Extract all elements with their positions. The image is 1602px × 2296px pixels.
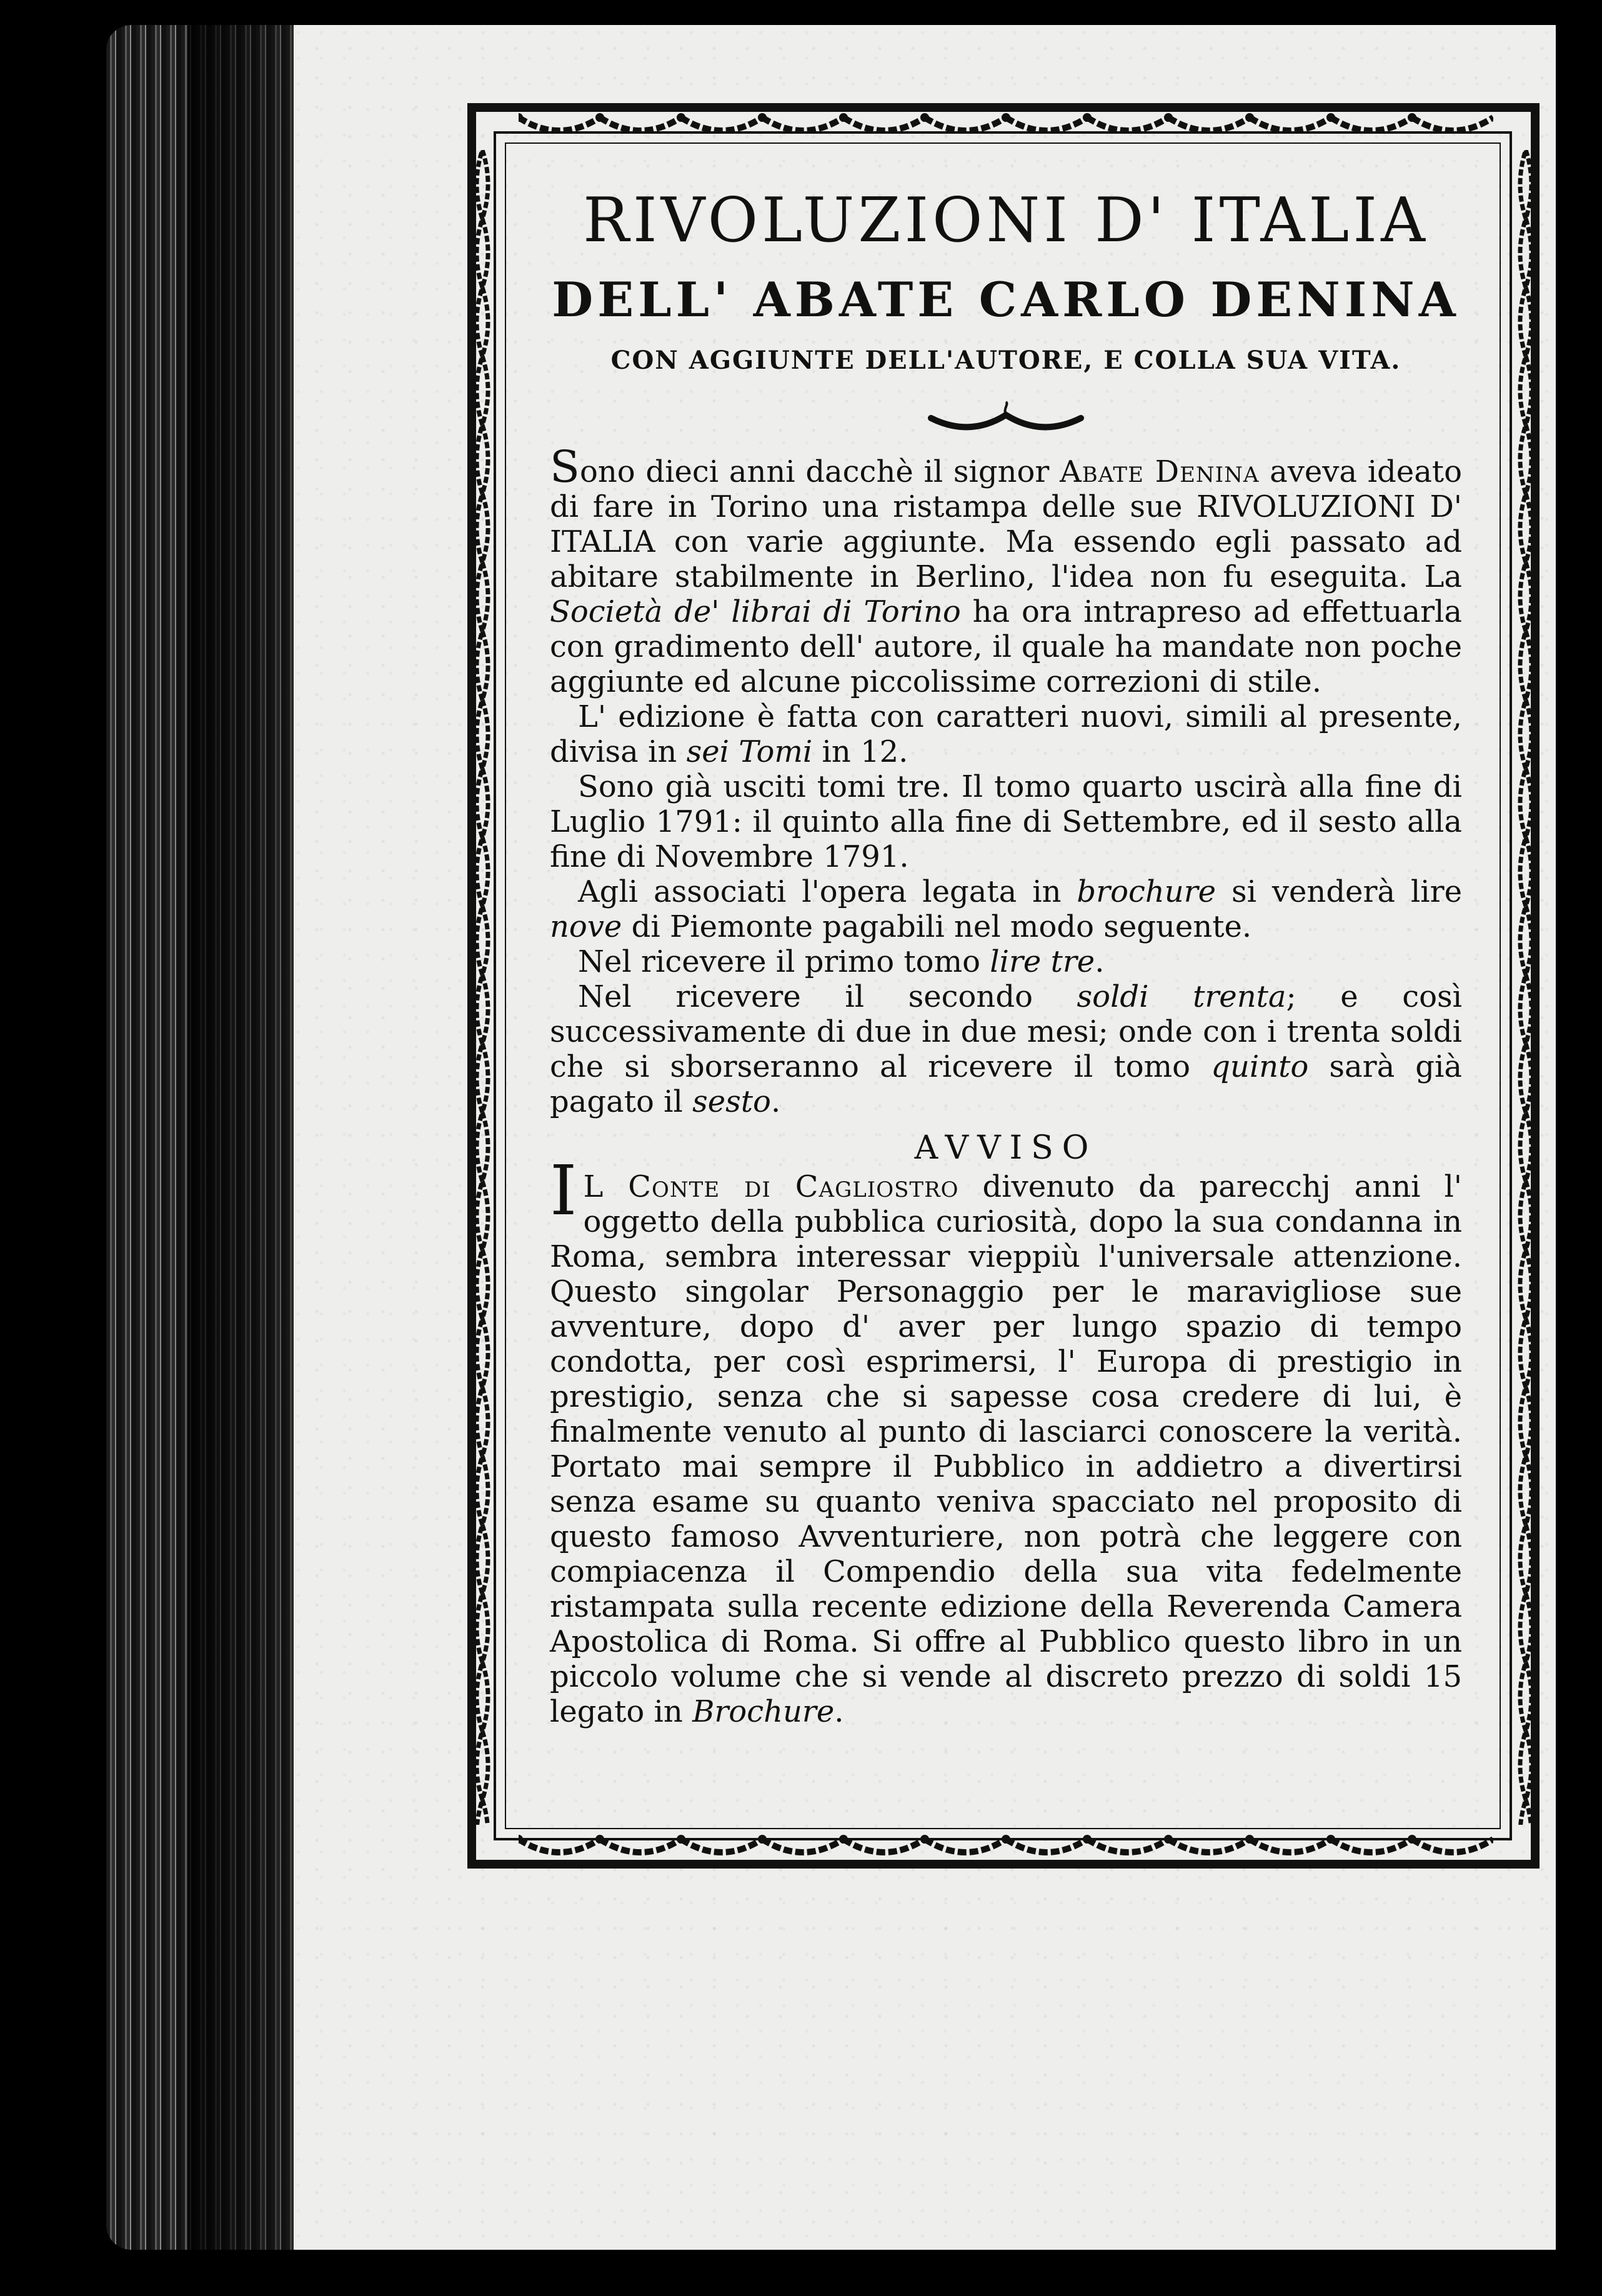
text-segment: nove: [550, 909, 622, 945]
garland-leaf: [1520, 837, 1531, 906]
garland-swag: [1087, 117, 1168, 131]
document-title: RIVOLUZIONI D' ITALIA: [583, 185, 1429, 256]
paragraph: [550, 441, 1462, 700]
garland-knot: [1164, 1835, 1173, 1844]
garland-leaf: [477, 1250, 488, 1319]
document-subtitle: DELL' ABATE CARLO DENINA: [552, 271, 1460, 327]
garland-leaf: [477, 975, 488, 1044]
garland-leaf: [477, 494, 488, 562]
text-segment: Sono già usciti tomi tre. Il tomo quarto uscirà alla fine di Luglio 1791: il quinto alla fine di Settembre, ed il sesto alla fine di Novembre 1791.: [550, 769, 1462, 875]
text-segment: divenuto da parecchj anni l' oggetto della pubblica curiosità, dopo la sua condanna in Roma, sembra interessar vieppiù l'universale attenzione. Questo singolar Personaggio per le maravigliose sue avventure, dopo d' aver per lungo spazio di tempo condotta, per così esprimersi, l' Europa di prestigio in prestigio, senza che si sapesse cosa credere di lui, è finalmente venuto al punto di lasciarci conoscere la verità. Portato mai sempre il Pubblico in addietro a divertirsi senza esame su quanto veniva spacciato nel proposito di questo famoso Avventuriere, non potrà che leggere con compiacenza il Compendio della sua vita fedelmente ristampata sulla recente edizione della Reverenda Camera Apostolica di Roma. Si offre al Pubblico questo libro in un piccolo volume che si vende al discreto prezzo di soldi 15 legato in: [550, 1169, 1462, 1730]
avviso-paragraph: [550, 1150, 1462, 1730]
garland-leaf: [477, 1731, 488, 1800]
text-segment: L' edizione è fatta con caratteri nuovi, simili al presente, divisa in: [550, 699, 1462, 770]
garland-leaf: [477, 1387, 488, 1456]
text-segment: Brochure: [692, 1694, 835, 1730]
garland-leaf: [1520, 1594, 1531, 1662]
garland-swag: [1006, 117, 1087, 131]
text-segment: lire tre: [990, 944, 1095, 980]
garland-swag: [843, 1839, 925, 1852]
text-segment: si venderà lire: [1216, 874, 1462, 910]
garland-knot: [758, 1835, 767, 1844]
garland-bottom: [519, 1828, 1493, 1865]
garland-leaf: [477, 219, 488, 287]
text-segment: Agli associati l'opera legata in: [578, 874, 1077, 910]
garland-right: [1513, 150, 1538, 1825]
garland-left: [470, 150, 495, 1825]
garland-leaf: [1520, 494, 1531, 562]
garland-leaf: [1520, 287, 1531, 356]
text-segment: Società de' librai di Torino: [550, 594, 961, 630]
text-segment: .: [834, 1694, 844, 1730]
paragraph: [550, 944, 1462, 979]
garland-leaf: [477, 769, 488, 837]
garland-knot: [1408, 113, 1416, 122]
text-segment: sesto: [692, 1084, 771, 1120]
garland-swag: [762, 117, 843, 131]
drop-cap: I: [550, 1150, 577, 1231]
garland-leaf: [477, 631, 488, 700]
garland-swag: [1250, 117, 1331, 131]
garland-leaf: [1520, 1662, 1531, 1731]
text-segment: aveva ideato di fare in Torino una ristampa delle sue RIVOLUZIONI D' ITALIA con varie aggiunte. Ma essendo egli passato ad abitare stabilmente in Berlino, l'idea non fu eseguita. La: [550, 454, 1462, 595]
garland-leaf: [477, 837, 488, 906]
garland-leaf: [1520, 975, 1531, 1044]
garland-leaf: [1520, 631, 1531, 700]
garland-leaf: [477, 1662, 488, 1731]
garland-swag: [843, 117, 925, 131]
garland-leaf: [1520, 1525, 1531, 1594]
garland-swag: [1412, 1839, 1493, 1852]
text-segment: Nel ricevere il primo tomo: [578, 944, 990, 980]
garland-swag: [681, 117, 762, 131]
garland-leaf: [1520, 425, 1531, 494]
garland-leaf: [1520, 1800, 1531, 1825]
text-segment: in 12.: [812, 734, 908, 770]
garland-knot: [1245, 1835, 1254, 1844]
garland-leaf: [1520, 1112, 1531, 1181]
garland-knot: [839, 1835, 848, 1844]
garland-leaf: [477, 1044, 488, 1112]
garland-leaf: [477, 1800, 488, 1825]
garland-leaf: [477, 562, 488, 631]
text-segment: ha ora intrapreso ad effettuarla con gradimento dell' autore, il quale ha mandate non poche aggiunte ed alcune piccolissime correzioni di stile.: [550, 594, 1462, 700]
text-segment: .: [770, 1084, 781, 1120]
garland-knot: [758, 113, 767, 122]
garland-knot: [920, 1835, 929, 1844]
garland-knot: [677, 1835, 685, 1844]
document-subtitle-secondary: CON AGGIUNTE DELL'AUTORE, E COLLA SUA VITA.: [610, 346, 1401, 376]
garland-leaf: [477, 1319, 488, 1387]
text-segment: .: [1095, 944, 1105, 980]
garland-leaf: [477, 1525, 488, 1594]
garland-swag: [1250, 1839, 1331, 1852]
garland-knot: [1408, 1835, 1416, 1844]
text-segment: Abate Denina: [1060, 454, 1260, 490]
garland-knot: [595, 1835, 604, 1844]
garland-leaf: [477, 1594, 488, 1662]
garland-knot: [1326, 1835, 1335, 1844]
garland-leaf: [477, 150, 488, 219]
garland-swag: [681, 1839, 762, 1852]
garland-swag: [1331, 117, 1412, 131]
garland-leaf: [477, 425, 488, 494]
garland-knot: [1164, 113, 1173, 122]
text-segment: brochure: [1077, 874, 1216, 910]
avviso-text: [550, 1150, 1462, 1730]
garland-leaf: [477, 906, 488, 975]
garland-leaf: [477, 700, 488, 769]
garland-swag: [1331, 1839, 1412, 1852]
flourish-ornament-icon: [925, 399, 1087, 431]
garland-swag: [1168, 1839, 1250, 1852]
garland-swag: [1006, 1839, 1087, 1852]
garland-swag: [762, 1839, 843, 1852]
garland-leaf: [1520, 562, 1531, 631]
text-segment: sarà già pagato il: [550, 1049, 1462, 1120]
garland-swag: [600, 117, 681, 131]
garland-knot: [1083, 113, 1092, 122]
garland-leaf: [1520, 1044, 1531, 1112]
garland-knot: [1245, 113, 1254, 122]
paragraph: [550, 769, 1462, 874]
garland-leaf: [477, 356, 488, 425]
garland-knot: [839, 113, 848, 122]
garland-leaf: [1520, 1250, 1531, 1319]
garland-swag: [600, 1839, 681, 1852]
text-segment: L Conte di Cagliostro: [583, 1169, 959, 1205]
garland-knot: [1326, 113, 1335, 122]
garland-swag: [519, 1839, 600, 1852]
garland-leaf: [1520, 1387, 1531, 1456]
garland-leaf: [477, 1456, 488, 1525]
text-segment: Nel ricevere il secondo: [578, 979, 1077, 1015]
garland-leaf: [1520, 219, 1531, 287]
garland-swag: [1087, 1839, 1168, 1852]
paragraph: [550, 874, 1462, 944]
garland-leaf: [1520, 150, 1531, 219]
garland-leaf: [1520, 1181, 1531, 1250]
text-segment: quinto: [1211, 1049, 1309, 1085]
garland-leaf: [1520, 906, 1531, 975]
text-segment: di Piemonte pagabili nel modo seguente.: [622, 909, 1252, 945]
garland-knot: [1083, 1835, 1092, 1844]
garland-knot: [677, 113, 685, 122]
garland-swag: [1168, 117, 1250, 131]
paragraph: [550, 699, 1462, 769]
garland-swag: [925, 1839, 1006, 1852]
avviso-heading: AVVISO: [914, 1129, 1098, 1167]
garland-knot: [920, 113, 929, 122]
text-segment: ono dieci anni dacchè il signor: [579, 454, 1060, 490]
garland-knot: [595, 113, 604, 122]
text-segment: sei Tomi: [686, 734, 813, 770]
garland-leaf: [1520, 1731, 1531, 1800]
garland-leaf: [477, 1112, 488, 1181]
garland-leaf: [1520, 356, 1531, 425]
garland-leaf: [477, 287, 488, 356]
garland-swag: [1412, 117, 1493, 131]
document-body: [550, 187, 1462, 1729]
text-segment: ; e così successivamente di due in due mesi; onde con i trenta soldi che si sborseranno al ricevere il tomo: [550, 979, 1463, 1085]
paragraph: [550, 979, 1462, 1119]
garland-leaf: [477, 1181, 488, 1250]
text-segment: soldi trenta: [1077, 979, 1286, 1015]
garland-leaf: [1520, 700, 1531, 769]
garland-swag: [925, 117, 1006, 131]
garland-leaf: [1520, 769, 1531, 837]
drop-cap: S: [550, 441, 580, 493]
garland-knot: [1002, 113, 1010, 122]
garland-knot: [1002, 1835, 1010, 1844]
garland-top: [519, 106, 1493, 144]
garland-leaf: [1520, 1319, 1531, 1387]
garland-leaf: [1520, 1456, 1531, 1525]
announcement-paragraphs: [550, 441, 1463, 1120]
garland-swag: [519, 117, 600, 131]
